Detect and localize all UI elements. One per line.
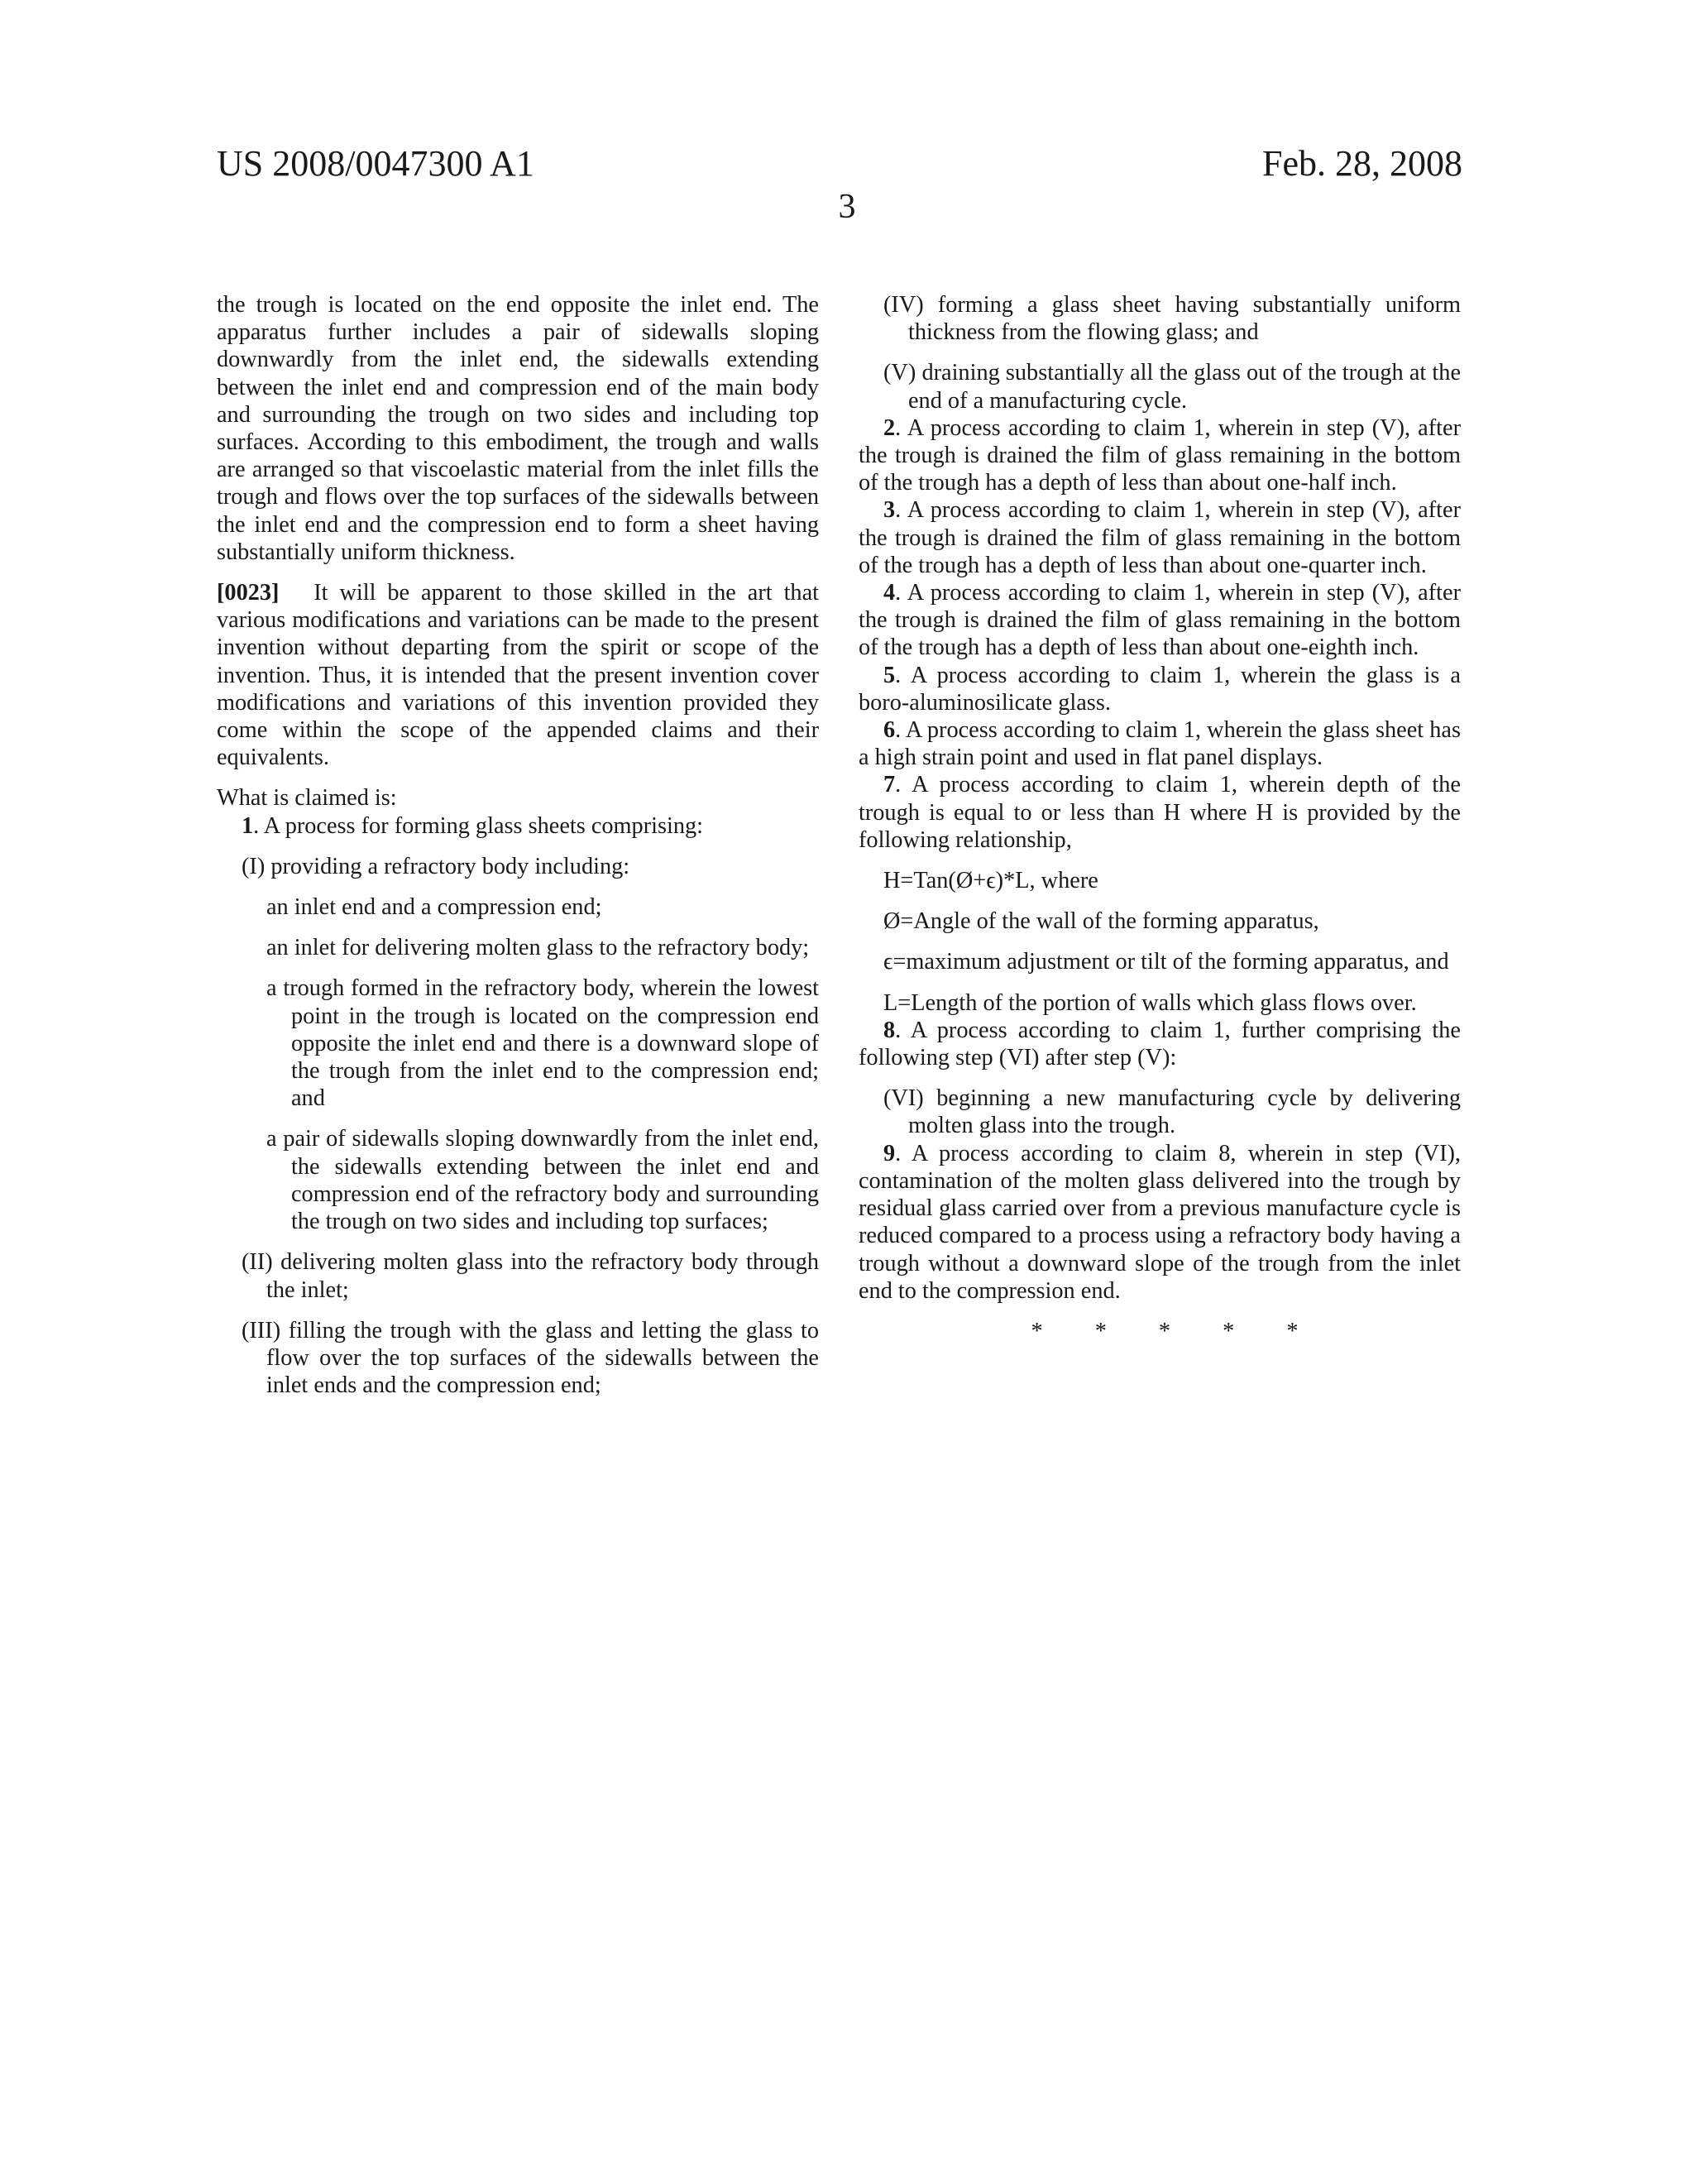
claim-number: 2 <box>883 414 896 441</box>
claim-text: . A process according to claim 1, further comprising the following step (VI) after step (V): <box>859 1017 1461 1071</box>
claim-text: . A process according to claim 1, wherein the glass is a boro-aluminosilicate glass. <box>859 662 1461 716</box>
claims-intro: What is claimed is: <box>217 785 397 812</box>
claim-number: 4 <box>883 580 896 606</box>
claim-8 <box>859 1017 1461 1071</box>
claim-1 <box>217 812 819 840</box>
claim-8-step-vi: (VI) beginning a new manufacturing cycle by delivering molten glass into the trough. <box>883 1085 1461 1139</box>
claim-7-definition-length: L=Length of the portion of walls which glass flows over. <box>883 989 1417 1016</box>
publication-date: Feb. 28, 2008 <box>1262 143 1462 184</box>
claim-7 <box>859 771 1461 854</box>
claim-7-definition-tilt: ϵ=maximum adjustment or tilt of the forming apparatus, and <box>883 949 1449 975</box>
claim-1-step-iv: (IV) forming a glass sheet having substantially uniform thickness from the flowing glass; and <box>883 292 1461 346</box>
page-number: 3 <box>838 188 856 226</box>
claim-number: 3 <box>883 497 896 524</box>
claim-1-element-a: an inlet end and a compression end; <box>266 894 602 921</box>
claim-7-equation: H=Tan(Ø+ϵ)*L, where <box>883 868 1098 894</box>
claim-4 <box>859 579 1461 662</box>
left-column <box>217 291 819 1412</box>
paragraph-id: [0023] <box>217 580 280 606</box>
claim-3 <box>859 496 1461 579</box>
claim-9 <box>859 1140 1461 1305</box>
claim-text: . A process for forming glass sheets comprising: <box>253 812 704 839</box>
claim-text: . A process according to claim 1, wherein in step (V), after the trough is drained the film of glass remaining in the bottom of the trough has a depth of less than about one-quarter inch. <box>859 497 1461 578</box>
claim-5 <box>859 662 1461 716</box>
claim-1-element-b: an inlet for delivering molten glass to the refractory body; <box>266 935 810 961</box>
claim-text: . A process according to claim 1, wherein the glass sheet has a high strain point and used in flat panel displays. <box>859 717 1461 771</box>
claim-number: 9 <box>883 1140 896 1166</box>
claim-number: 6 <box>883 717 896 744</box>
claim-text: . A process according to claim 8, wherein in step (VI), contamination of the molten glass delivered into the trough by residual glass carried over from a previous manufacture cycle is reduced compared to a process using a refractory body having a trough without a downward slope of the trough from the inlet end to the compression end. <box>859 1140 1461 1304</box>
claim-7-definition-angle: Ø=Angle of the wall of the forming apparatus, <box>883 908 1319 935</box>
claim-number: 8 <box>883 1017 896 1043</box>
claim-number: 7 <box>883 772 896 798</box>
claim-1-step-ii: (II) delivering molten glass into the refractory body through the inlet; <box>242 1249 819 1303</box>
right-column <box>859 291 1461 1358</box>
claim-1-step-v: (V) draining substantially all the glass out of the trough at the end of a manufacturing cycle. <box>883 360 1461 414</box>
paragraph-continued: the trough is located on the end opposite the inlet end. The apparatus further includes a pair of sidewalls sloping downwardly from the inlet end, the sidewalls extending between the inlet end and compression end of the main body and surrounding the trough on two sides and including top surfaces. According to this embodiment, the trough and walls are arranged so that viscoelastic material from the inlet fills the trough and flows over the top surfaces of the sidewalls between the inlet end and the compression end to form a sheet having substantially uniform thickness. <box>217 292 819 565</box>
claim-6 <box>859 716 1461 771</box>
publication-number: US 2008/0047300 A1 <box>217 143 534 184</box>
paragraph-0023 <box>217 579 819 771</box>
claim-1-element-d: a pair of sidewalls sloping downwardly from the inlet end, the sidewalls extending between the inlet end and compression end of the refractory body and surrounding the trough on two sides and including top surfaces; <box>266 1126 819 1235</box>
claim-number: 5 <box>883 662 896 688</box>
end-of-claims-marker: * * * * * <box>1031 1318 1322 1344</box>
claim-2 <box>859 414 1461 497</box>
claim-text: . A process according to claim 1, wherein depth of the trough is equal to or less than H where H is provided by the following relationship, <box>859 772 1461 853</box>
claim-1-element-c: a trough formed in the refractory body, wherein the lowest point in the trough is located on the compression end opposite the inlet end and there is a downward slope of the trough from the inlet end to the compression end; and <box>266 975 819 1112</box>
paragraph-text: It will be apparent to those skilled in the art that various modifications and variations can be made to the present invention without departing from the spirit or scope of the invention. Thus, it is intended that the present invention cover modifications and variations of this invention provided they come within the scope of the appended claims and their equivalents. <box>217 580 819 771</box>
claim-text: . A process according to claim 1, wherein in step (V), after the trough is drained the film of glass remaining in the bottom of the trough has a depth of less than about one-half inch. <box>859 414 1461 496</box>
claim-1-step-iii: (III) filling the trough with the glass and letting the glass to flow over the top surfaces of the sidewalls between the inlet ends and the compression end; <box>242 1317 819 1399</box>
claim-number: 1 <box>242 812 254 839</box>
claim-text: . A process according to claim 1, wherein in step (V), after the trough is drained the film of glass remaining in the bottom of the trough has a depth of less than about one-eighth inch. <box>859 580 1461 661</box>
claim-1-step-i: (I) providing a refractory body including: <box>242 853 630 879</box>
